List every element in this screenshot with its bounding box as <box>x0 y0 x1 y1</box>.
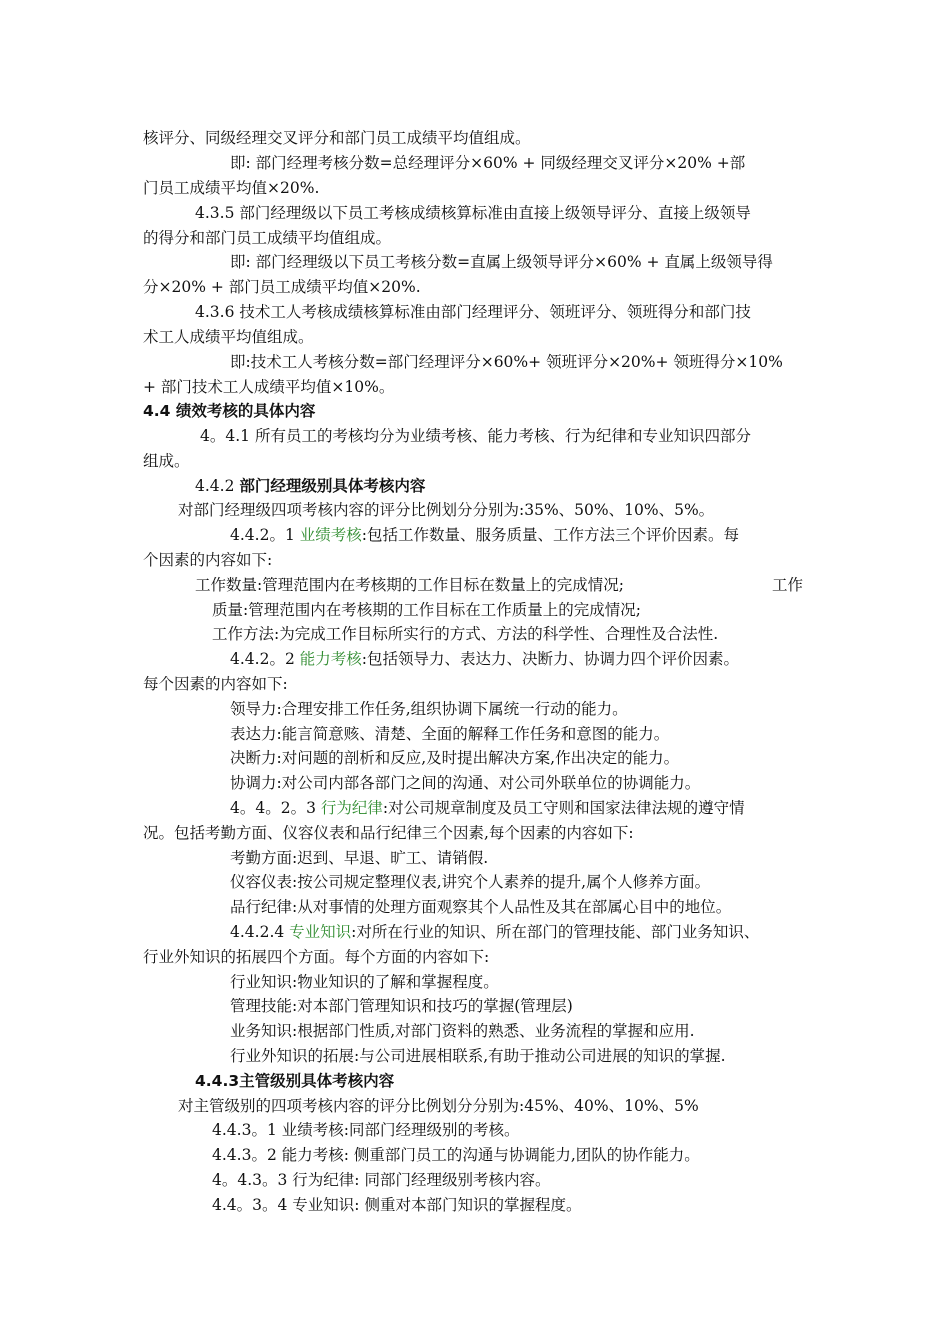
text-line: 表达力:能言简意赅、清楚、全面的解释工作任务和意图的能力。 <box>230 725 670 743</box>
item-text: :包括工作数量、服务质量、工作方法三个评价因素。每 <box>361 526 739 544</box>
text-line: + 部门技术工人成绩平均值×10%。 <box>143 378 395 396</box>
text-line: 4.3.6 技术工人考核成绩核算标准由部门经理评分、领班评分、领班得分和部门技 <box>195 303 751 321</box>
item-number: 4.4.2。2 <box>230 650 300 668</box>
text-line: 质量:管理范围内在考核期的工作目标在工作质量上的完成情况; <box>212 601 641 619</box>
text-line: 术工人成绩平均值组成。 <box>143 328 314 346</box>
text-line: 4.4.3。2 能力考核: 侧重部门员工的沟通与协调能力,团队的协作能力。 <box>212 1146 700 1164</box>
text-line: 4.4。3。4 专业知识: 侧重对本部门知识的掌握程度。 <box>212 1196 582 1214</box>
text-line: 仪容仪表:按公司规定整理仪表,讲究个人素养的提升,属个人修养方面。 <box>230 873 711 891</box>
section-heading: 4.4 绩效考核的具体内容 <box>143 402 316 420</box>
item-keyword: 业绩考核 <box>299 526 362 544</box>
text-line: 行业外知识的拓展四个方面。每个方面的内容如下: <box>143 948 490 966</box>
text-line: 决断力:对问题的剖析和反应,及时提出解决方案,作出决定的能力。 <box>230 749 680 767</box>
text-line <box>230 922 759 942</box>
text-line: 协调力:对公司内部各部门之间的沟通、对公司外联单位的协调能力。 <box>230 774 701 792</box>
text-line: 即: 部门经理级以下员工考核分数=直属上级领导评分×60% + 直属上级领导得 <box>230 253 773 271</box>
text-line: 品行纪律:从对事情的处理方面观察其个人品性及其在部属心目中的地位。 <box>230 898 732 916</box>
text-line: 对主管级别的四项考核内容的评分比例划分分别为:45%、40%、10%、5% <box>178 1097 699 1115</box>
text-line: 核评分、同级经理交叉评分和部门员工成绩平均值组成。 <box>143 129 531 147</box>
item-text: :对所在行业的知识、所在部门的管理技能、部门业务知识、 <box>351 923 760 941</box>
item-number: 4.4.2.4 <box>230 923 290 941</box>
text-line: 分×20% + 部门员工成绩平均值×20%. <box>143 278 421 296</box>
text-line: 即: 部门经理考核分数=总经理评分×60% + 同级经理交叉评分×20% +部 <box>230 154 746 172</box>
text-line: 4。4.1 所有员工的考核均分为业绩考核、能力考核、行为纪律和专业知识四部分 <box>200 427 751 445</box>
subsection-heading: 4.4.3主管级别具体考核内容 <box>195 1072 395 1090</box>
text-line: 管理技能:对本部门管理知识和技巧的掌握(管理层) <box>230 997 573 1015</box>
item-keyword: 专业知识 <box>289 923 352 941</box>
text-line <box>230 649 739 669</box>
text-line: 4。4.3。3 行为纪律: 同部门经理级别考核内容。 <box>212 1171 551 1189</box>
item-text: :包括领导力、表达力、决断力、协调力四个评价因素。 <box>361 650 739 668</box>
text-line: 门员工成绩平均值×20%. <box>143 179 320 197</box>
text-line: 4.3.5 部门经理级以下员工考核成绩核算标准由直接上级领导评分、直接上级领导 <box>195 204 751 222</box>
text-line <box>230 798 745 818</box>
text-line: 工作 <box>772 576 804 594</box>
text-line: 的得分和部门员工成绩平均值组成。 <box>143 229 392 247</box>
text-line: 个因素的内容如下: <box>143 551 273 569</box>
item-number: 4.4.2。1 <box>230 526 300 544</box>
text-line <box>230 525 739 545</box>
text-line: 4.4.3。1 业绩考核:同部门经理级别的考核。 <box>212 1121 520 1139</box>
text-line: 工作数量:管理范围内在考核期的工作目标在数量上的完成情况; <box>195 576 624 594</box>
text-line: 况。包括考勤方面、仪容仪表和品行纪律三个因素,每个因素的内容如下: <box>143 824 634 842</box>
text-line: 每个因素的内容如下: <box>143 675 288 693</box>
item-keyword: 行为纪律 <box>320 799 383 817</box>
text-line: 考勤方面:迟到、早退、旷工、请销假. <box>230 849 489 867</box>
heading-title: 部门经理级别具体考核内容 <box>239 477 426 495</box>
heading-number: 4.4.2 <box>195 477 240 495</box>
text-line: 即:技术工人考核分数=部门经理评分×60%+ 领班评分×20%+ 领班得分×10% <box>230 353 783 371</box>
subsection-heading <box>195 476 425 496</box>
item-keyword: 能力考核 <box>299 650 362 668</box>
text-line: 业务知识:根据部门性质,对部门资料的熟悉、业务流程的掌握和应用. <box>230 1022 695 1040</box>
item-number: 4。4。2。3 <box>230 799 321 817</box>
text-line: 对部门经理级四项考核内容的评分比例划分分别为:35%、50%、10%、5%。 <box>178 501 715 519</box>
text-line: 行业外知识的拓展:与公司进展相联系,有助于推动公司进展的知识的掌握. <box>230 1047 726 1065</box>
item-text: :对公司规章制度及员工守则和国家法律法规的遵守情 <box>382 799 745 817</box>
text-line: 组成。 <box>143 452 190 470</box>
text-line: 领导力:合理安排工作任务,组织协调下属统一行动的能力。 <box>230 700 628 718</box>
text-line: 工作方法:为完成工作目标所实行的方式、方法的科学性、合理性及合法性. <box>212 625 719 643</box>
text-line: 行业知识:物业知识的了解和掌握程度。 <box>230 973 499 991</box>
